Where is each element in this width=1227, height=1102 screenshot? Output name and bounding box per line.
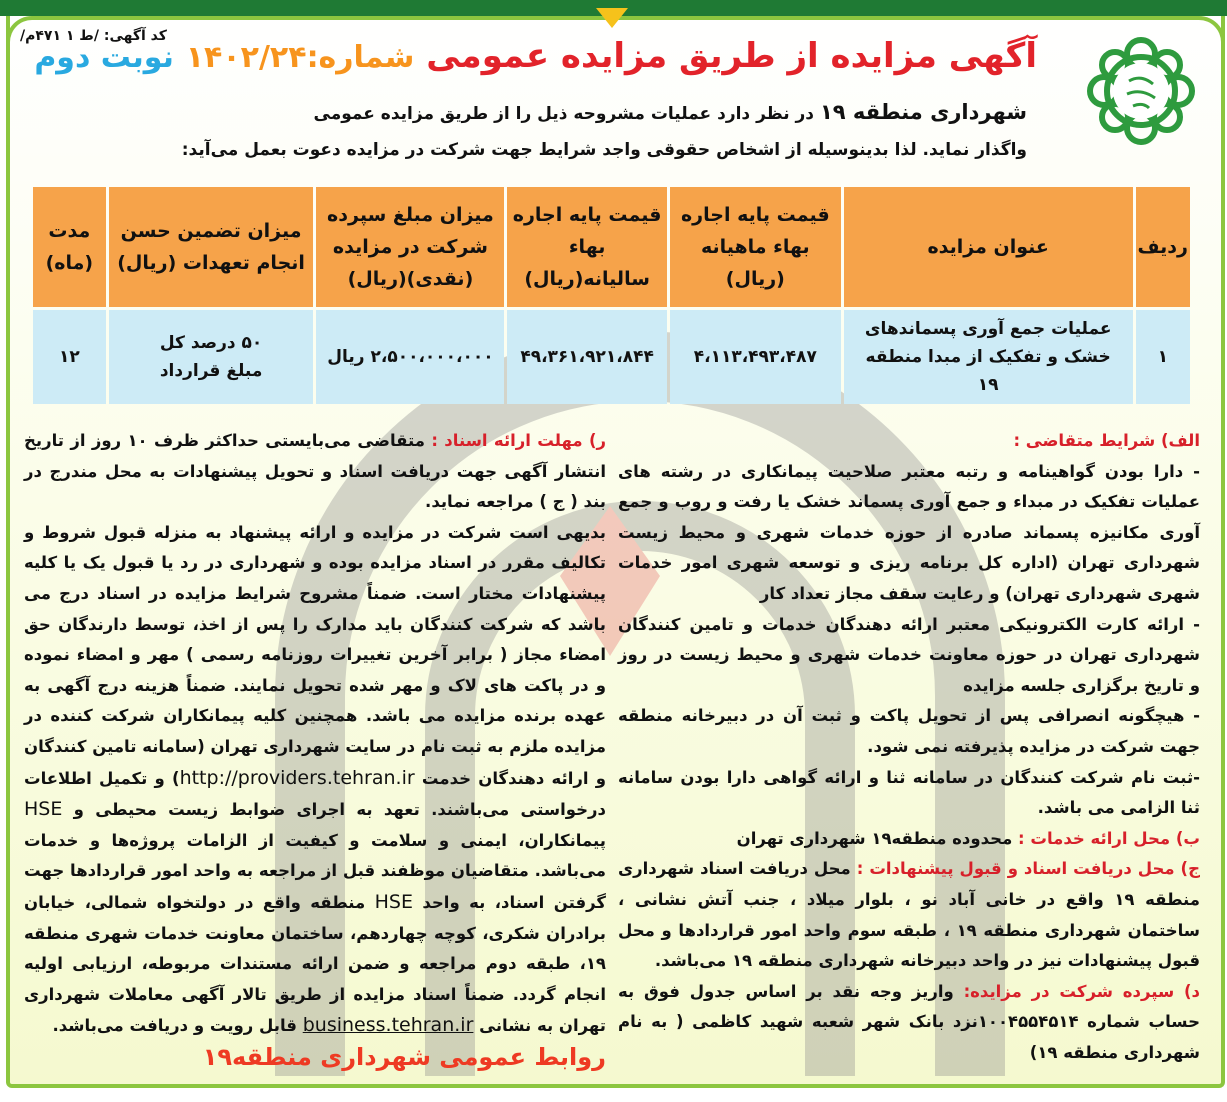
- section-b-text: محدوده منطقه۱۹ شهرداری تهران: [736, 828, 1019, 848]
- tehran-municipality-logo: [1085, 36, 1197, 146]
- section-r: [24, 426, 606, 518]
- condition-item: - دارا بودن گواهینامه و رتبه معتبر صلاحیت پیمانکاری در رشته های عملیات تفکیک در مبداء و جمع آوری پسماند خشک یا رفت و روب و جمع آوری مکانیزه پسماند صادره از حوزه خدمات شهری و محیط زیست شهرداری تهران (اداره کل برنامه ریزی و توسعه شهری امور خدمات شهری شهرداری تهران) و رعایت سقف مجاز تعداد کار: [618, 461, 1200, 603]
- providers-link[interactable]: http://providers.tehran.ir: [179, 766, 415, 789]
- cell-row-no: ۱: [1136, 310, 1190, 404]
- section-d: [618, 977, 1200, 1069]
- terms-text-2: ) و تکمیل اطلاعات درخواستی می‌باشند. تعهد به اجرای ضوابط زیست محیطی و: [24, 768, 606, 820]
- header-deposit: میزان مبلغ سپرده شرکت در مزایده (نقدی)(ریال): [316, 187, 504, 307]
- deadline-column: [24, 426, 606, 1072]
- intro-line-2: واگذار نماید. لذا بدینوسیله از اشخاص حقوقی واجد شرایط جهت شرکت در مزایده دعوت بعمل می‌آید:: [181, 140, 1027, 160]
- section-b-heading: ب) محل ارائه خدمات :: [1018, 828, 1200, 848]
- section-a-heading: الف) شرایط متقاضی :: [1013, 431, 1200, 450]
- intro-text-1: در نظر دارد عملیات مشروحه ذیل را از طریق مزایده عمومی: [313, 104, 820, 124]
- section-r-heading: ر) مهلت ارائه اسناد :: [431, 431, 606, 450]
- cell-deposit: ۲،۵۰۰،۰۰۰،۰۰۰ ریال: [316, 310, 504, 404]
- terms-text-1: بدیهی است شرکت در مزایده و ارائه پیشنهاد به منزله قبول شروط و تکالیف مقرر در اسناد مزایده بوده و شهرداری در رد یا قبول یک یا کلیه پیشنهادات مختار است. ضمناً مشروح شرایط مزایده در اسناد درج می باشد که شرکت کنندگان باید مدارک را پس از اخذ، توسط دارندگان حق امضاء مجاز ( برابر آخرین تغییرات روزنامه رسمی ) مهر و امضاء نموده و در پاکت های لاک و مهر شده تحویل نمایند. ضمناً هزینه درج آگهی به عهده برنده مزایده می باشد. همچنین کلیه پیمانکاران شرکت کننده در مزایده ملزم به ثبت نام در سایت شهرداری تهران (سامانه تامین کنندگان و ارائه دهندگان خدمت: [24, 522, 606, 788]
- conditions-column: [618, 426, 1200, 1068]
- header-yearly: قیمت پایه اجاره بهاء سالیانه(ریال): [507, 187, 666, 307]
- title-main: آگهی مزایده از طریق مزایده عمومی: [426, 36, 1037, 76]
- title-round: نوبت دوم: [34, 40, 174, 75]
- condition-item: - هیچگونه انصرافی پس از تحویل پاکت و ثبت آن در دبیرخانه منطقه جهت شرکت در مزایده پذیرفته نمی شود.: [618, 706, 1200, 756]
- section-d-text: واریز وجه نقد بر اساس جدول فوق به حساب شماره ۱۰۰۴۵۵۴۵۱۴نزد بانک شهر شعبه شهید کاظمی ( به نام شهرداری منطقه ۱۹): [618, 981, 1200, 1062]
- ad-title: [34, 36, 1037, 76]
- section-c-heading: ج) محل دریافت اسناد و قبول پیشنهادات :: [856, 859, 1200, 879]
- table-row: [33, 310, 1190, 404]
- condition-item: - ارائه کارت الکترونیکی معتبر ارائه دهندگان خدمات و تامین کنندگان شهرداری تهران در حوزه معاونت خدمات شهری و محیط زیست در روز و تاریخ برگزاری جلسه مزایده: [618, 614, 1200, 695]
- intro-org: شهرداری منطقه ۱۹: [819, 100, 1027, 124]
- cell-guarantee: ۵۰ درصد کل مبلغ قرارداد: [109, 310, 314, 404]
- header-guarantee: میزان تضمین حسن انجام تعهدات (ریال): [109, 187, 314, 307]
- ad-code: کد آگهی: /ط ۱ ۴۷۱م/: [20, 28, 167, 44]
- table-header-row: [33, 187, 1190, 307]
- terms-text-3: پیمانکاران، ایمنی و سلامت و کیفیت از الزامات پروژه‌ها و خدمات می‌باشد. متقاضیان موظفند قبل از مراجعه به واحد امور قراردادها جهت گرفتن اسناد، به واحد: [24, 830, 606, 912]
- terms-text-5: قابل رویت و دریافت می‌باشد.: [52, 1016, 303, 1036]
- business-link[interactable]: business.tehran.ir: [302, 1014, 474, 1037]
- header-duration: مدت (ماه): [33, 187, 106, 307]
- section-c-text: محل دریافت اسناد شهرداری منطقه ۱۹ واقع در خانی آباد نو ، بلوار میلاد ، جنب آتش نشانی ، ساختمان شهرداری منطقه ۱۹ ، طبقه سوم واحد امور قراردادها و محل قبول پیشنهادات نیز در واحد دبیرخانه شهرداری منطقه ۱۹ می‌باشد.: [618, 859, 1201, 971]
- terms-paragraph: [24, 518, 606, 1042]
- auction-table: [30, 184, 1193, 407]
- section-b: [618, 824, 1200, 855]
- public-relations-signature: روابط عمومی شهرداری منطقه۱۹: [202, 1042, 606, 1071]
- hse-label-2: HSE: [374, 890, 413, 913]
- header-monthly: قیمت پایه اجاره بهاء ماهیانه (ریال): [670, 187, 841, 307]
- header-title: عنوان مزایده: [844, 187, 1133, 307]
- cell-monthly: ۴،۱۱۳،۴۹۳،۴۸۷: [670, 310, 841, 404]
- condition-item: -ثبت نام شرکت کنندگان در سامانه ثنا و ارائه گواهی دارا بودن سامانه ثنا الزامی می باشد.: [618, 767, 1200, 818]
- intro-line-1: [127, 100, 1027, 124]
- header-row-no: ردیف: [1136, 187, 1190, 307]
- cell-duration: ۱۲: [33, 310, 106, 404]
- top-arrow-marker: [596, 8, 628, 28]
- section-c: [618, 854, 1200, 976]
- hse-label: HSE: [24, 798, 63, 821]
- cell-title: عملیات جمع آوری پسماندهای خشک و تفکیک از مبدا منطقه ۱۹: [844, 310, 1133, 404]
- section-d-heading: د) سپرده شرکت در مزایده:: [963, 981, 1201, 1001]
- terms-text-4: منطقه واقع در دولتخواه شمالی، خیابان برادران شکری، کوچه چهاردهم، ساختمان معاونت خدمات شهری منطقه ۱۹، طبقه دوم مراجعه و ضمن ارائه مستندات مربوطه، ارزیابی اولیه انجام گردد. ضمناً اسناد مزایده از طریق تالار آگهی معاملات شهرداری تهران به نشانی: [24, 892, 606, 1036]
- section-r-text: متقاضی می‌بایستی حداکثر ظرف ۱۰ روز از تاریخ انتشار آگهی جهت دریافت اسناد و تحویل پیشنهادات به محل مندرج در بند ( ج ) مراجعه نماید.: [24, 431, 606, 512]
- cell-yearly: ۴۹،۳۶۱،۹۲۱،۸۴۴: [507, 310, 666, 404]
- title-number: شماره:۱۴۰۲/۲۴: [185, 40, 415, 75]
